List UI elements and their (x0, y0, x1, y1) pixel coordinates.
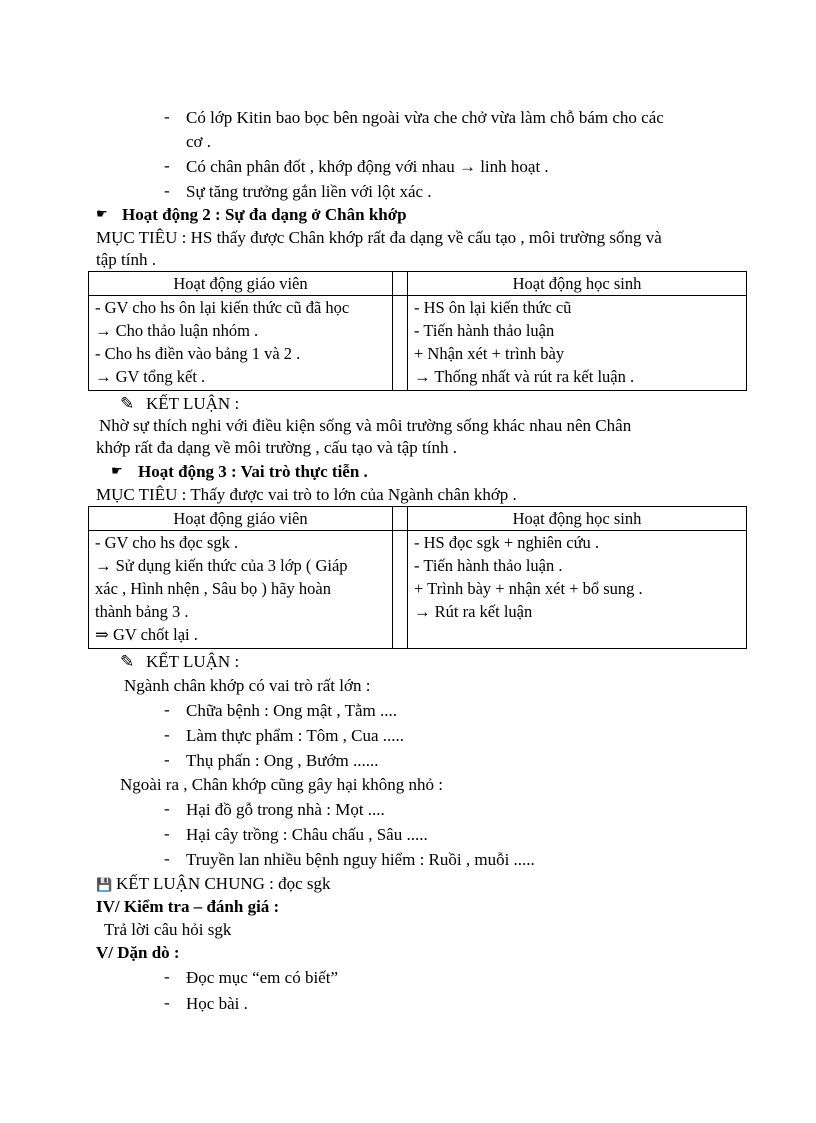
bullet-dash: - (164, 181, 170, 200)
activity2-table (88, 271, 747, 391)
student-line: → Rút ra kết luận (414, 602, 533, 621)
student-line: → Thống nhất và rút ra kết luận . (414, 367, 635, 386)
general-conclusion: KẾT LUẬN CHUNG : đọc sgk (116, 874, 331, 893)
floppy-disk-icon: 💾 (96, 877, 113, 892)
harm-intro: Ngoài ra , Chân khớp cũng gây hại không nhỏ : (120, 775, 443, 794)
student-activities-cell (408, 296, 747, 391)
section4-body: Trả lời câu hỏi sgk (104, 920, 232, 939)
table-gap-cell (393, 531, 408, 649)
pointing-hand-icon: ☛ (111, 463, 123, 478)
teacher-line: → GV tổng kết . (95, 367, 206, 386)
table-gap-cell (393, 296, 408, 391)
benefit-item: Làm thực phẩm : Tôm , Cua ..... (186, 726, 405, 745)
harm-item: Truyền lan nhiều bệnh nguy hiểm : Ruồi , muỗi ..... (186, 850, 535, 869)
pen-icon: ✎ (120, 652, 135, 671)
teacher-line: xác , Hình nhện , Sâu bọ ) hãy hoàn (95, 579, 331, 598)
bullet-dash: - (164, 799, 170, 818)
section5-title: V/ Dặn dò : (96, 943, 180, 962)
student-line: - Tiến hành thảo luận (414, 321, 555, 340)
teacher-line: - Cho hs điền vào bảng 1 và 2 . (95, 344, 301, 363)
bullet-dash: - (164, 156, 170, 175)
bullet-dash: - (164, 107, 170, 126)
benefit-item: Thụ phấn : Ong , Bướm ...... (186, 751, 379, 770)
table-header-teacher: Hoạt động giáo viên (89, 507, 393, 531)
table-header-student: Hoạt động học sinh (408, 272, 747, 296)
teacher-line: - GV cho hs ôn lại kiến thức cũ đã học (95, 298, 350, 317)
intro-bullet-2: Có chân phân đốt , khớp động với nhau → linh hoạt . (186, 157, 549, 176)
pointing-hand-icon: ☛ (96, 206, 108, 221)
student-line: - Tiến hành thảo luận . (414, 556, 563, 575)
activity3-heading: Hoạt động 3 : Vai trò thực tiễn . (138, 462, 368, 481)
table-header-teacher: Hoạt động giáo viên (89, 272, 393, 296)
activity3-objective: MỤC TIÊU : Thấy được vai trò to lớn của Ngành chân khớp . (96, 485, 517, 504)
student-activities-cell (408, 531, 747, 649)
student-line: - HS đọc sgk + nghiên cứu . (414, 533, 600, 552)
pen-icon: ✎ (120, 394, 135, 413)
activity2-conclusion-line1: Nhờ sự thích nghi với điều kiện sống và môi trường sống khác nhau nên Chân (99, 416, 632, 435)
bullet-dash: - (164, 849, 170, 868)
intro-bullet-3: Sự tăng trưởng gắn liền với lột xác . (186, 182, 432, 201)
harm-item: Hại đồ gỗ trong nhà : Mọt .... (186, 800, 385, 819)
bullet-dash: - (164, 993, 170, 1012)
teacher-activities-cell (89, 531, 393, 649)
bullet-dash: - (164, 725, 170, 744)
teacher-line: - GV cho hs đọc sgk . (95, 533, 239, 552)
teacher-activities-cell (89, 296, 393, 391)
table-header-student: Hoạt động học sinh (408, 507, 747, 531)
activity2-heading: Hoạt động 2 : Sự đa dạng ở Chân khớp (122, 205, 407, 224)
teacher-line: → Sử dụng kiến thức của 3 lớp ( Giáp (95, 556, 348, 575)
bullet-dash: - (164, 824, 170, 843)
bullet-dash: - (164, 750, 170, 769)
activity3-table (88, 506, 747, 649)
activity3-conclusion-label: KẾT LUẬN : (146, 652, 240, 671)
bullet-dash: - (164, 700, 170, 719)
activity2-objective-line2: tập tính . (96, 250, 156, 269)
teacher-line: → Cho thảo luận nhóm . (95, 321, 259, 340)
harm-item: Hại cây trồng : Châu chấu , Sâu ..... (186, 825, 428, 844)
activity2-conclusion-line2: khớp rất đa dạng về môi trường , cấu tạo và tập tính . (96, 438, 457, 457)
homework-item: Đọc mục “em có biết” (186, 968, 338, 987)
teacher-line: thành bảng 3 . (95, 602, 189, 621)
student-line: + Nhận xét + trình bày (414, 344, 565, 363)
table-gap-cell (393, 272, 408, 296)
activity2-conclusion-label: KẾT LUẬN : (146, 394, 240, 413)
role-intro: Ngành chân khớp có vai trò rất lớn : (124, 676, 371, 695)
section4-title: IV/ Kiểm tra – đánh giá : (96, 897, 280, 916)
intro-bullet-1-cont: cơ . (186, 132, 212, 151)
student-line: - HS ôn lại kiến thức cũ (414, 298, 572, 317)
student-line: + Trình bày + nhận xét + bổ sung . (414, 579, 643, 598)
table-gap-cell (393, 507, 408, 531)
bullet-dash: - (164, 967, 170, 986)
teacher-line: ⇒ GV chốt lại . (95, 625, 198, 644)
benefit-item: Chữa bệnh : Ong mật , Tằm .... (186, 701, 397, 720)
activity2-objective-line1: MỤC TIÊU : HS thấy được Chân khớp rất đa dạng về cấu tạo , môi trường sống và (96, 228, 662, 247)
intro-bullet-1: Có lớp Kitin bao bọc bên ngoài vừa che chở vừa làm chỗ bám cho các (186, 108, 664, 127)
homework-item: Học bài . (186, 994, 248, 1013)
